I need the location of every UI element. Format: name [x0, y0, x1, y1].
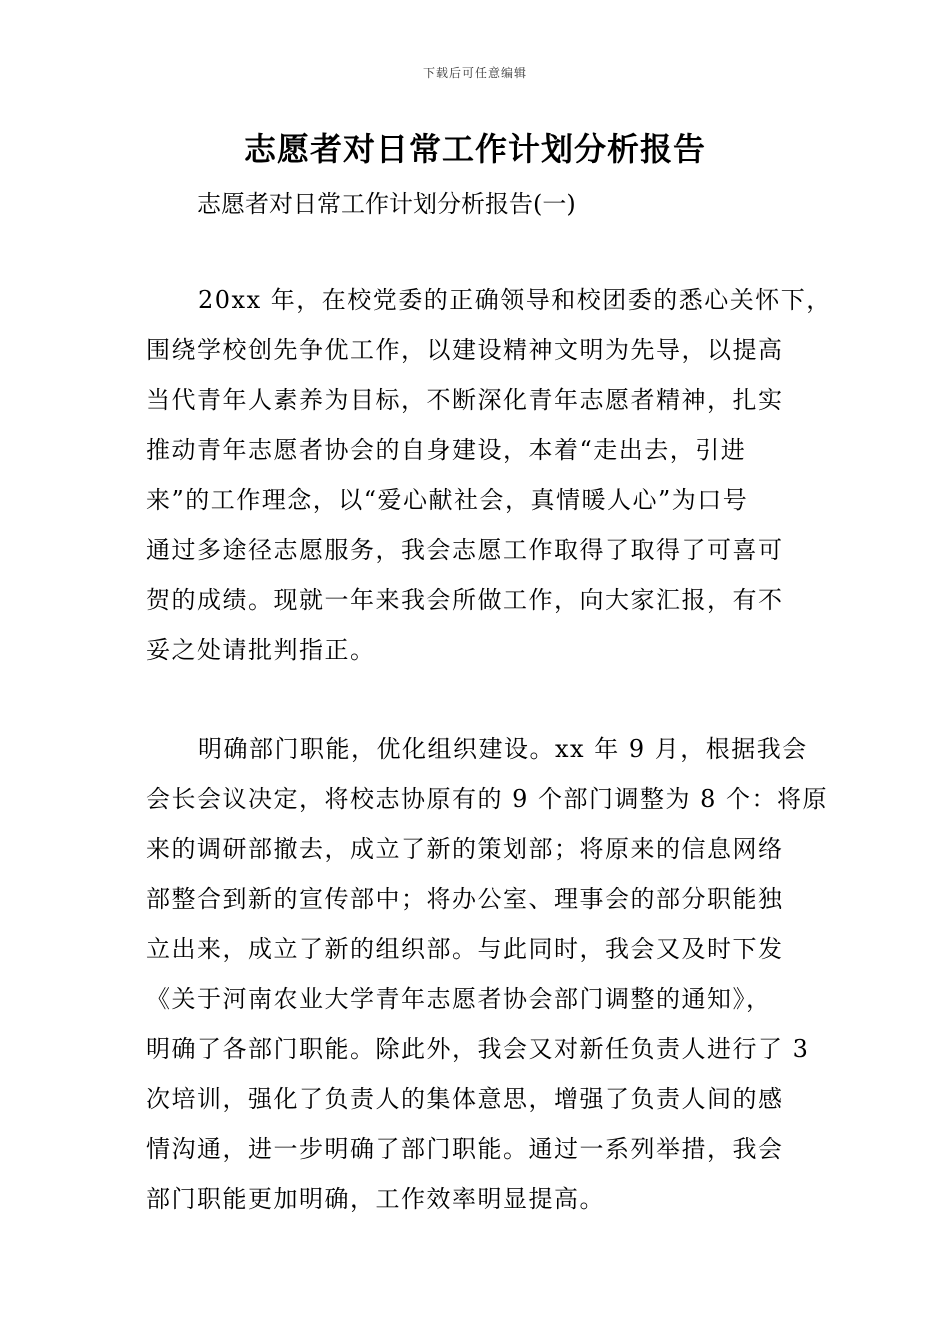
paragraph-line: 妥之处请批判指正。 [146, 636, 376, 664]
document-subtitle: 志愿者对日常工作计划分析报告(一) [197, 190, 576, 218]
paragraph-line: 部门职能更加明确，工作效率明显提高。 [146, 1185, 605, 1213]
paragraph-line: 明确部门职能，优化组织建设。xx 年 9 月，根据我会 [198, 735, 808, 763]
paragraph-1 [146, 275, 832, 675]
paragraph-line: 部整合到新的宣传部中；将办公室、理事会的部分职能独 [146, 885, 784, 913]
paragraph-line: 20xx 年，在校党委的正确领导和校团委的悉心关怀下， [198, 286, 832, 314]
paragraph-line: 来的调研部撤去，成立了新的策划部；将原来的信息网络 [146, 835, 784, 863]
paragraph-line: 围绕学校创先争优工作，以建设精神文明为先导，以提高 [146, 336, 784, 364]
paragraph-line: 立出来，成立了新的组织部。与此同时，我会又及时下发 [146, 935, 784, 963]
paragraph-line: 通过多途径志愿服务，我会志愿工作取得了取得了可喜可 [146, 536, 784, 564]
paragraph-line: 情沟通，进一步明确了部门职能。通过一系列举措，我会 [146, 1135, 784, 1163]
paragraph-line: 贺的成绩。现就一年来我会所做工作，向大家汇报，有不 [146, 586, 784, 614]
header-note: 下载后可任意编辑 [422, 66, 527, 80]
paragraph-line: 当代青年人素养为目标，不断深化青年志愿者精神，扎实 [146, 386, 784, 414]
paragraph-line: 明确了各部门职能。除此外，我会又对新任负责人进行了 3 [146, 1035, 810, 1063]
paragraph-2 [146, 724, 829, 1224]
paragraph-line: 会长会议决定，将校志协原有的 9 个部门调整为 8 个：将原 [146, 785, 829, 813]
document-title: 志愿者对日常工作计划分析报告 [243, 130, 706, 168]
paragraph-line: 次培训，强化了负责人的集体意思，增强了负责人间的感 [146, 1085, 784, 1113]
paragraph-line: 来”的工作理念，以“爱心献社会，真情暖人心”为口号 [146, 486, 749, 514]
paragraph-line: 《关于河南农业大学青年志愿者协会部门调整的通知》， [146, 985, 772, 1013]
paragraph-line: 推动青年志愿者协会的自身建设，本着“走出去，引进 [146, 436, 747, 464]
